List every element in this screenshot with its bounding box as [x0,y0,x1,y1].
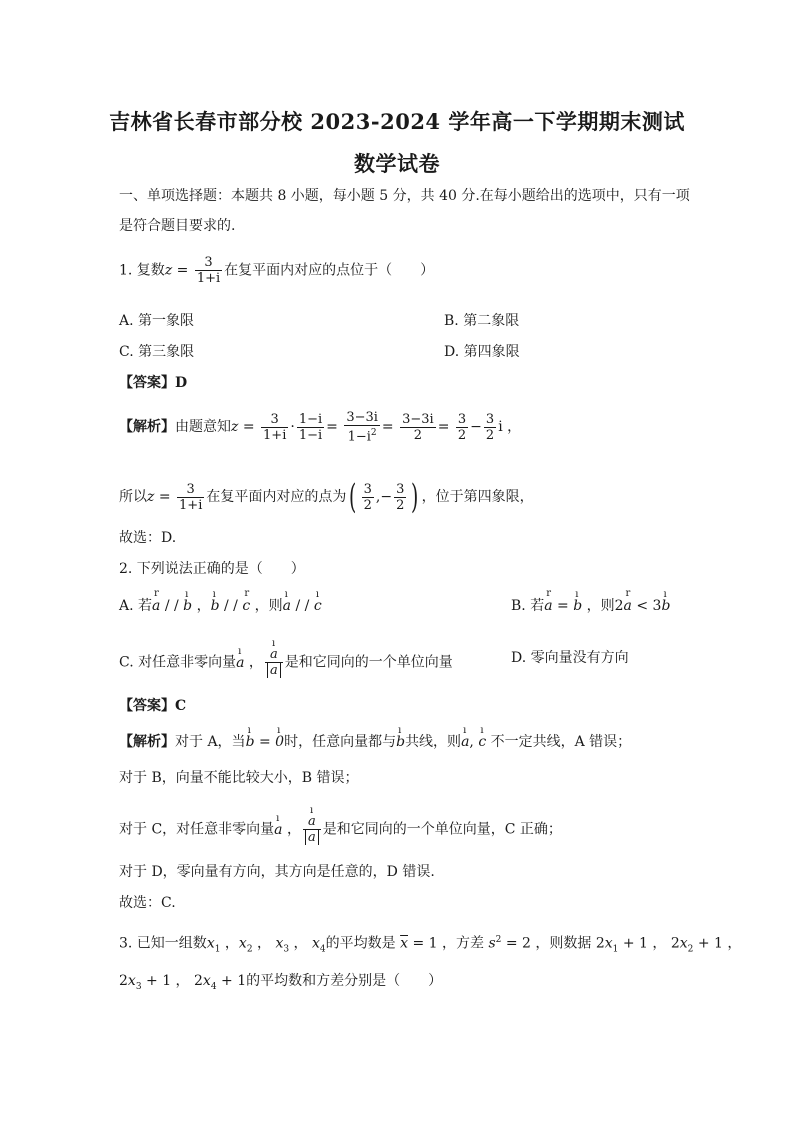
q2-option-d[interactable]: D. 零向量没有方向 [511,650,629,666]
q1-line2-mid: 在复平面内对应的点为 [206,489,347,505]
q1-analysis-line1: 【解析】由题意知z = $\frac{3}{1+i}$ · $\frac{1-i}{1-i}$ = $\frac{3-3i}{1-i^2}$ = $\frac{3-3i}{2}$ = $\frac{3}{2}$ − $\frac{3}{2}$ i ， [119,410,522,445]
q2-stem: 2. 下列说法正确的是（ ） [119,561,305,577]
q2-analysis-line4: 对于 D，零向量有方向，其方向是任意的，D 错误. [119,864,435,880]
section-heading-line2: 是符合题目要求的. [119,218,236,234]
document-subtitle: 数学试卷 [354,151,440,176]
q1-suffix: 在复平面内对应的点位于（ ） [224,262,435,279]
q1-analysis-line2: 所以z = $\frac{3}{1+i}$ 在复平面内对应的点为( $\frac{3}{2}$ ,− $\frac{3}{2}$ ) ，位于第四象限， [119,477,534,517]
section-heading-line1: 一、单项选择题：本题共 8 小题，每小题 5 分，共 40 分.在每小题给出的选项中，只有一项 [119,188,690,204]
q2-analysis-line3: 对于 C，对任意非零向量ı a ， ı $\frac{a}{a}$ 是和它同向的一个单位向量，C 正确； [119,814,562,845]
q1-fraction: $\frac{3}{1+i}$ [196,255,221,286]
q2-answer: 【答案】C [119,698,187,714]
q1-analysis-prefix: 由题意知 [175,419,231,436]
q3-stem-line1: 3. 已知一组数$x_1$ ，$x_2$ ， $x_3$ ， $x_4$的平均数是 $\overline{x} = 1$ ，方差 $s^2 = 2$ ，则数据 $2x_1 + 1$ ， $2x_2 + 1$ ， [119,935,742,955]
q2-analysis-line2: 对于 B，向量不能比较大小，B 错误； [119,770,359,786]
q1-option-d[interactable]: D. 第四象限 [444,344,520,360]
q1-option-b[interactable]: B. 第二象限 [444,313,520,329]
q1-line2-prefix: 所以 [119,489,147,505]
q2-option-b[interactable]: B. 若r a = ı b ，则2r a < 3ı b [511,596,670,616]
document-title: 吉林省长春市部分校 2023-2024 学年高一下学期期末测试 [109,109,685,134]
q1-line2-suffix: ，位于第四象限， [421,489,534,505]
q2-choice: 故选：C. [119,895,176,911]
q1-option-a[interactable]: A. 第一象限 [119,313,195,329]
q1-analysis-label: 【解析】 [119,419,175,436]
q2-option-c[interactable]: C. 对任意非零向量ı a ， ı $\frac{a}{a}$ 是和它同向的一个单位向量 [119,647,453,678]
q1-stem: 1. 复数z = $\frac{3}{1+i}$ 在复平面内对应的点位于（ ） [119,255,435,286]
q1-choice: 故选：D. [119,530,177,546]
q1-answer: 【答案】D [119,375,188,391]
q1-prefix: 1. 复数 [119,262,165,279]
q2-option-a[interactable]: A. 若r a / / ı b ，ı b / / r c ，则ı a / / ı c [119,596,322,616]
q1-option-c[interactable]: C. 第三象限 [119,344,195,360]
q3-stem-line2: $2x_3 + 1$ ， $2x_4 + 1$的平均数和方差分别是（ ） [119,973,443,992]
q2-analysis-line1: 【解析】对于 A，当ı b = ı 0时，任意向量都与ı b共线，则ı a, ı c 不一定共线，A 错误； [119,732,631,752]
